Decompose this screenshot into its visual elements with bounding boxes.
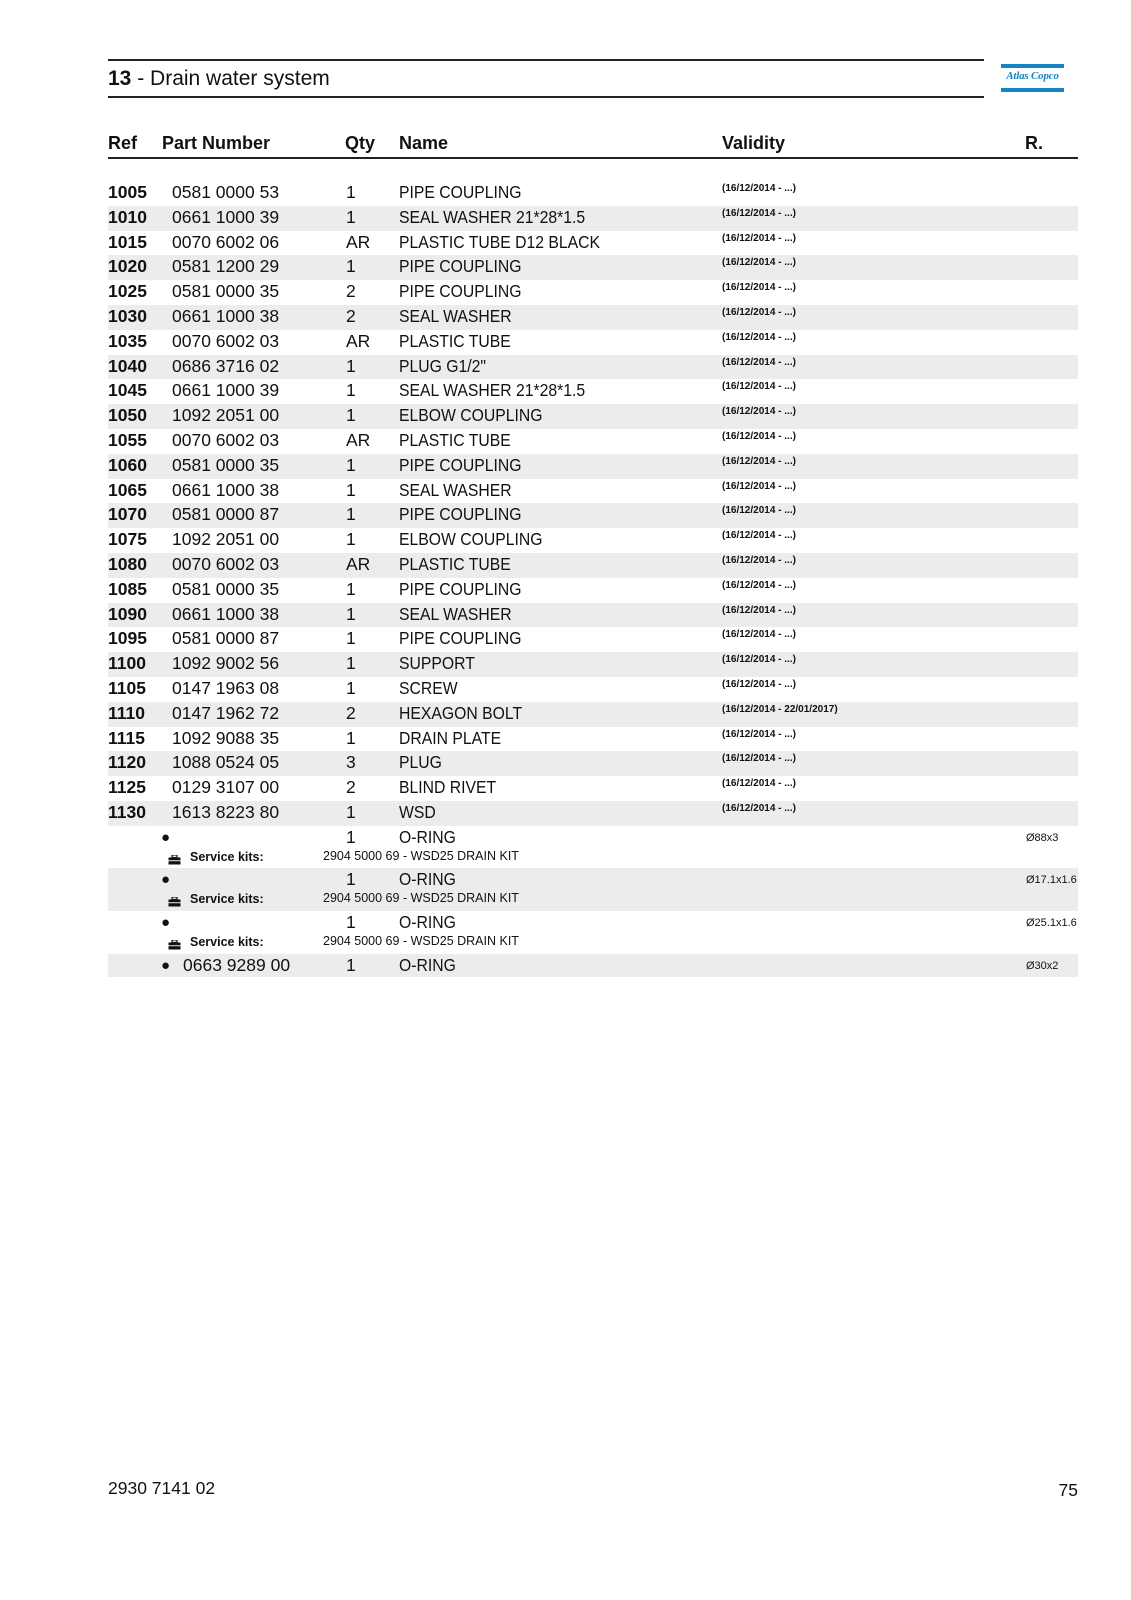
- name-cell: O-RING: [399, 954, 456, 975]
- part-number-cell: 0663 9289 00: [183, 954, 291, 975]
- name-cell: PLASTIC TUBE: [399, 429, 511, 450]
- table-row: [108, 379, 1078, 404]
- qty-cell: 1: [346, 653, 356, 674]
- ref-cell: 1035: [108, 330, 147, 351]
- ref-cell: 1120: [108, 752, 146, 773]
- name-cell: SEAL WASHER: [399, 479, 512, 500]
- qty-cell: 1: [346, 869, 356, 890]
- bullet-icon: ●: [161, 828, 171, 846]
- table-row: [108, 702, 1078, 727]
- service-kit-value: 2904 5000 69 - WSD25 DRAIN KIT: [323, 891, 519, 906]
- validity-cell: (16/12/2014 - ...): [722, 604, 796, 616]
- validity-cell: (16/12/2014 - ...): [722, 554, 796, 566]
- bullet-icon: ●: [161, 956, 171, 974]
- part-number-cell: 0661 1000 38: [172, 479, 280, 500]
- qty-cell: 2: [346, 281, 356, 302]
- name-cell: ELBOW COUPLING: [399, 405, 543, 426]
- ref-cell: 1050: [108, 405, 147, 426]
- page-number: 75: [1058, 1480, 1078, 1500]
- service-kit-value: 2904 5000 69 - WSD25 DRAIN KIT: [323, 848, 519, 863]
- qty-cell: 1: [346, 954, 356, 975]
- section-title-text: - Drain water system: [137, 67, 330, 90]
- col-part-number: Part Number: [162, 133, 271, 153]
- table-row: [108, 776, 1078, 801]
- part-number-cell: 0070 6002 03: [172, 429, 280, 450]
- service-kits-label: Service kits:: [190, 849, 264, 864]
- name-cell: PLASTIC TUBE D12 BLACK: [399, 231, 601, 252]
- validity-cell: (16/12/2014 - ...): [722, 282, 796, 294]
- table-row: [108, 355, 1078, 380]
- col-qty: Qty: [345, 133, 376, 153]
- validity-cell: (16/12/2014 - ...): [722, 306, 796, 318]
- bullet-icon: ●: [161, 871, 171, 889]
- section-number: 13: [108, 67, 132, 90]
- part-number-cell: 0581 0000 35: [172, 454, 280, 475]
- ref-cell: 1115: [108, 727, 145, 748]
- ref-cell: 1010: [108, 206, 147, 227]
- toolbox-icon: [168, 937, 181, 947]
- ref-cell: 1105: [108, 677, 146, 698]
- part-number-cell: 1092 9002 56: [172, 653, 280, 674]
- qty-cell: 2: [346, 702, 356, 723]
- validity-cell: (16/12/2014 - ...): [722, 802, 796, 814]
- qty-cell: 1: [346, 206, 356, 227]
- service-kits-label: Service kits:: [190, 892, 264, 907]
- logo-text: Atlas Copco: [1006, 70, 1059, 82]
- name-cell: SEAL WASHER 21*28*1.5: [399, 380, 586, 401]
- table-row: [108, 652, 1078, 677]
- part-number-cell: 1092 2051 00: [172, 529, 280, 550]
- qty-cell: 1: [346, 911, 356, 932]
- table-row: [108, 181, 1078, 206]
- toolbox-icon: [168, 852, 181, 862]
- qty-cell: 1: [346, 529, 356, 550]
- col-ref: Ref: [108, 133, 138, 153]
- ref-cell: 1025: [108, 281, 147, 302]
- qty-cell: 1: [346, 603, 356, 624]
- part-number-cell: 0129 3107 00: [172, 777, 280, 798]
- validity-cell: (16/12/2014 - ...): [722, 753, 796, 765]
- validity-cell: (16/12/2014 - ...): [722, 257, 796, 269]
- table-row: [108, 231, 1078, 256]
- validity-cell: (16/12/2014 - ...): [722, 406, 796, 418]
- col-remark: R.: [1025, 133, 1043, 153]
- section-title: [108, 67, 330, 91]
- qty-cell: AR: [346, 553, 371, 574]
- table-row: [108, 751, 1078, 776]
- name-cell: PIPE COUPLING: [399, 182, 522, 202]
- validity-cell: (16/12/2014 - ...): [722, 629, 796, 641]
- part-number-cell: 0581 0000 35: [172, 578, 280, 599]
- ref-cell: 1130: [108, 801, 146, 822]
- validity-cell: (16/12/2014 - ...): [722, 381, 796, 393]
- ref-cell: 1100: [108, 653, 146, 674]
- validity-cell: (16/12/2014 - ...): [722, 430, 796, 442]
- part-number-cell: 0070 6002 06: [172, 231, 280, 252]
- table-row: [108, 603, 1078, 628]
- name-cell: SEAL WASHER: [399, 305, 512, 326]
- validity-cell: (16/12/2014 - ...): [722, 579, 796, 591]
- ref-cell: 1085: [108, 578, 147, 599]
- qty-cell: 1: [346, 380, 356, 401]
- table-row: [108, 528, 1078, 553]
- ref-cell: 1045: [108, 380, 147, 401]
- ref-cell: 1070: [108, 504, 147, 525]
- name-cell: PLASTIC TUBE: [399, 553, 511, 574]
- qty-cell: AR: [346, 231, 371, 252]
- part-number-cell: 0581 0000 35: [172, 281, 280, 302]
- name-cell: HEXAGON BOLT: [399, 702, 523, 723]
- part-number-cell: 0581 1200 29: [172, 256, 280, 277]
- name-cell: DRAIN PLATE: [399, 727, 502, 748]
- name-cell: SEAL WASHER 21*28*1.5: [399, 206, 586, 227]
- table-row: [108, 503, 1078, 528]
- ref-cell: 1075: [108, 529, 147, 550]
- name-cell: PIPE COUPLING: [399, 281, 522, 302]
- qty-cell: 1: [346, 628, 356, 649]
- subitem-row: [108, 826, 1078, 869]
- validity-cell: (16/12/2014 - ...): [722, 505, 796, 517]
- document-number: 2930 7141 02: [108, 1478, 216, 1498]
- name-cell: PIPE COUPLING: [399, 256, 522, 277]
- ref-cell: 1090: [108, 603, 147, 624]
- table-row: [108, 727, 1078, 752]
- ref-cell: 1030: [108, 305, 147, 326]
- ref-cell: 1125: [108, 777, 146, 798]
- remark-cell: Ø88x3: [1026, 831, 1059, 844]
- part-number-cell: 1092 9088 35: [172, 727, 280, 748]
- qty-cell: 1: [346, 801, 356, 822]
- validity-cell: (16/12/2014 - ...): [722, 207, 796, 219]
- validity-cell: (16/12/2014 - ...): [722, 728, 796, 740]
- name-cell: SEAL WASHER: [399, 603, 512, 624]
- ref-cell: 1015: [108, 231, 147, 252]
- table-row: [108, 479, 1078, 504]
- validity-cell: (16/12/2014 - ...): [722, 480, 796, 492]
- qty-cell: 1: [346, 826, 356, 847]
- table-row: [108, 429, 1078, 454]
- qty-cell: AR: [346, 429, 371, 450]
- table-row: [108, 553, 1078, 578]
- qty-cell: 1: [346, 677, 356, 698]
- remark-cell: Ø25.1x1.6: [1026, 916, 1077, 929]
- qty-cell: 1: [346, 405, 356, 426]
- logo-bar-bottom: [1001, 88, 1064, 92]
- name-cell: PIPE COUPLING: [399, 504, 522, 525]
- validity-cell: (16/12/2014 - ...): [722, 678, 796, 690]
- service-kits-label: Service kits:: [190, 934, 264, 949]
- name-cell: BLIND RIVET: [399, 777, 497, 798]
- col-name: Name: [399, 133, 449, 153]
- ref-cell: 1055: [108, 429, 147, 450]
- subitem-row: [108, 911, 1078, 954]
- section-header: [108, 59, 984, 98]
- validity-cell: (16/12/2014 - ...): [722, 331, 796, 343]
- validity-cell: (16/12/2014 - ...): [722, 530, 796, 542]
- table-row: [108, 255, 1078, 280]
- part-number-cell: 0581 0000 87: [172, 628, 280, 649]
- ref-cell: 1095: [108, 628, 147, 649]
- name-cell: O-RING: [399, 869, 456, 890]
- ref-cell: 1060: [108, 454, 147, 475]
- ref-cell: 1065: [108, 479, 147, 500]
- validity-cell: (16/12/2014 - ...): [722, 232, 796, 244]
- part-number-cell: 0581 0000 53: [172, 182, 280, 202]
- part-number-cell: 1092 2051 00: [172, 405, 280, 426]
- subitem-row: [108, 954, 1078, 977]
- validity-cell: (16/12/2014 - ...): [722, 183, 796, 194]
- table-row: [108, 454, 1078, 479]
- ref-cell: 1110: [108, 702, 145, 723]
- parts-table: [108, 181, 1078, 977]
- name-cell: ELBOW COUPLING: [399, 529, 543, 550]
- name-cell: O-RING: [399, 826, 456, 847]
- logo-bar-top: [1001, 64, 1064, 68]
- validity-cell: (16/12/2014 - ...): [722, 654, 796, 666]
- part-number-cell: 0686 3716 02: [172, 355, 280, 376]
- ref-cell: 1005: [108, 182, 147, 202]
- qty-cell: 1: [346, 727, 356, 748]
- table-row: [108, 206, 1078, 231]
- toolbox-icon: [168, 894, 181, 904]
- validity-cell: (16/12/2014 - ...): [722, 778, 796, 790]
- part-number-cell: 0070 6002 03: [172, 553, 280, 574]
- validity-cell: (16/12/2014 - 22/01/2017): [722, 703, 838, 715]
- qty-cell: 1: [346, 355, 356, 376]
- qty-cell: 3: [346, 752, 356, 773]
- name-cell: PIPE COUPLING: [399, 578, 522, 599]
- ref-cell: 1020: [108, 256, 147, 277]
- col-validity: Validity: [722, 133, 786, 153]
- name-cell: PIPE COUPLING: [399, 454, 522, 475]
- part-number-cell: 0661 1000 38: [172, 603, 280, 624]
- name-cell: PLASTIC TUBE: [399, 330, 511, 351]
- name-cell: WSD: [399, 801, 436, 822]
- brand-logo: [1001, 62, 1064, 94]
- table-row: [108, 801, 1078, 826]
- remark-cell: Ø17.1x1.6: [1026, 874, 1077, 887]
- part-number-cell: 0661 1000 38: [172, 305, 280, 326]
- part-number-cell: 0661 1000 39: [172, 206, 280, 227]
- subitem-row: [108, 868, 1078, 911]
- part-number-cell: 1613 8223 80: [172, 801, 280, 822]
- part-number-cell: 0581 0000 87: [172, 504, 280, 525]
- name-cell: PIPE COUPLING: [399, 628, 522, 649]
- validity-cell: (16/12/2014 - ...): [722, 455, 796, 467]
- table-row: [108, 578, 1078, 603]
- name-cell: SCREW: [399, 677, 458, 698]
- qty-cell: 1: [346, 182, 356, 202]
- name-cell: O-RING: [399, 911, 456, 932]
- qty-cell: 2: [346, 305, 356, 326]
- bullet-icon: ●: [161, 913, 171, 931]
- table-row: [108, 330, 1078, 355]
- ref-cell: 1040: [108, 355, 147, 376]
- table-row: [108, 627, 1078, 652]
- qty-cell: 1: [346, 256, 356, 277]
- qty-cell: AR: [346, 330, 371, 351]
- qty-cell: 1: [346, 454, 356, 475]
- qty-cell: 1: [346, 578, 356, 599]
- qty-cell: 1: [346, 504, 356, 525]
- part-number-cell: 0147 1963 08: [172, 677, 280, 698]
- table-row: [108, 677, 1078, 702]
- ref-cell: 1080: [108, 553, 147, 574]
- qty-cell: 1: [346, 479, 356, 500]
- name-cell: PLUG: [399, 752, 442, 773]
- table-row: [108, 305, 1078, 330]
- part-number-cell: 0070 6002 03: [172, 330, 280, 351]
- name-cell: PLUG G1/2": [399, 355, 487, 376]
- name-cell: SUPPORT: [399, 653, 475, 674]
- table-row: [108, 280, 1078, 305]
- table-header: [108, 131, 1078, 159]
- validity-cell: (16/12/2014 - ...): [722, 356, 796, 368]
- part-number-cell: 0147 1962 72: [172, 702, 280, 723]
- table-row: [108, 404, 1078, 429]
- part-number-cell: 1088 0524 05: [172, 752, 280, 773]
- part-number-cell: 0661 1000 39: [172, 380, 280, 401]
- service-kit-value: 2904 5000 69 - WSD25 DRAIN KIT: [323, 933, 519, 948]
- remark-cell: Ø30x2: [1026, 959, 1059, 972]
- qty-cell: 2: [346, 777, 356, 798]
